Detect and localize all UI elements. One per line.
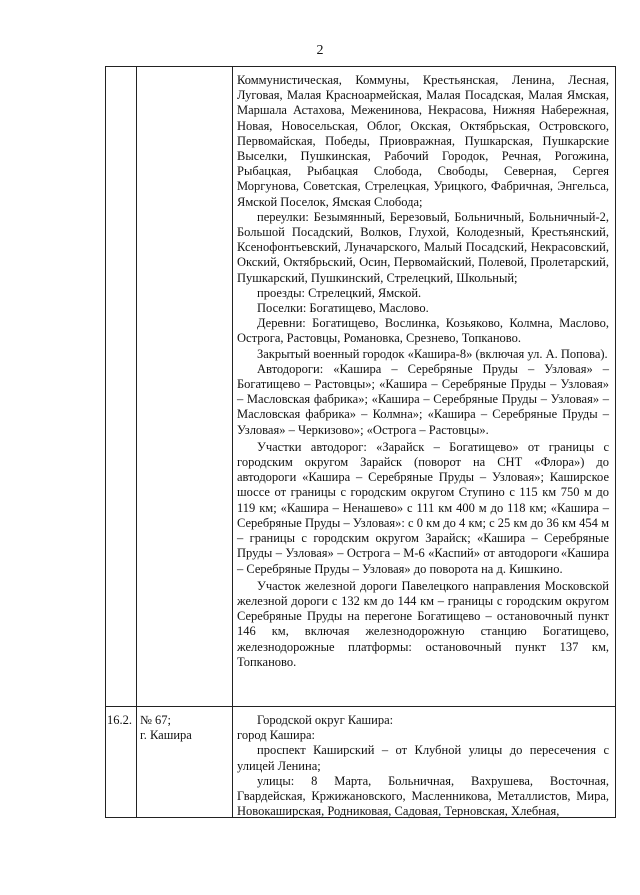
row1-military-town: Закрытый военный городок «Кашира-8» (включая ул. А. Попова). — [257, 346, 608, 361]
row1-streets: Коммунистическая, Коммуны, Крестьянская, Ленина, Лесная, Луговая, Малая Красноармейская, Малая Посадская, Малая Ямская, Маршала Астахова, Меженинова, Некрасова, Нижняя Набережная, Новая, Новосельская, Облог, Окская, Октябрьская, Островского, Первомайская, Победы, Приовражная, Пушкарская, Пушкарские Выселки, Пушкинская, Рабочий Городок, Речная, Рогожина, Рыбацкая, Рыбацкая Слобода, Свободы, Северная, Сергея Моргунова, Советская, Стрелецкая, Урицкого, Фабричная, Энгельса, Ямской Поселок, Ямская Слобода; — [237, 73, 609, 209]
row2-district — [140, 713, 192, 743]
row1-settlements: Поселки: Богатищево, Маслово. — [257, 301, 429, 316]
row-divider — [105, 706, 615, 707]
row2-avenue: проспект Каширский – от Клубной улицы до пересечения с улицей Ленина; — [237, 743, 609, 773]
row2-district-number: № 67; — [140, 713, 172, 727]
page-number: 2 — [316, 43, 324, 58]
row1-passages: проезды: Стрелецкий, Ямской. — [257, 285, 422, 300]
row1-railway-section: Участок железной дороги Павелецкого направления Московской железной дороги с 132 км до 144 км – границы с городским округом Серебряные Пруды на перегоне Богатищево – остановочный пункт 146 км, включая железнодорожную станцию Богатищево, железнодорожные платформы: остановочный пункт 137 км, Топканово. — [237, 578, 609, 669]
row1-description — [237, 73, 609, 670]
row1-villages: Деревни: Богатищево, Вослинка, Козьяково, Колмна, Маслово, Острога, Растовцы, Романовка, Срезнево, Топканово. — [237, 316, 609, 346]
row2-description — [237, 713, 609, 819]
row1-highways: Автодороги: «Кашира – Серебряные Пруды – Узловая» – Богатищево – Растовцы»; «Кашира – Серебряные Пруды – Узловая» – Масловская фабрика»; «Кашира – Серебряные Пруды – Узловая» – Масловская фабрика» – Колмна»; «Кашира – Серебряные Пруды – Узловая» – Черкизово»; «Острога – Растовцы». — [237, 361, 609, 437]
row2-streets: улицы: 8 Марта, Больничная, Вахрушева, Восточная, Гвардейская, Кржижановского, Масленникова, Металлистов, Мира, Новокаширская, Родниковая, Садовая, Терновская, Хлебная, — [237, 773, 609, 819]
row2-number: 16.2. — [107, 713, 132, 727]
row2-city: город Кашира: — [237, 728, 315, 743]
row2-district-city: г. Кашира — [140, 728, 192, 743]
table-right-border — [615, 66, 616, 818]
row2-urban-district: Городской округ Кашира: — [257, 713, 394, 727]
row1-lanes: переулки: Безымянный, Березовый, Больничный, Больничный-2, Большой Посадский, Волков, Глухой, Колодезный, Крестьянский, Ксенофонтьевский, Луначарского, Малый Посадский, Некрасовский, Окский, Октябрьский, Осин, Первомайский, Полевой, Пролетарский, Пушкарский, Пушкинский, Стрелецкий, Школьный; — [237, 209, 609, 285]
table-top-border — [105, 66, 615, 67]
row1-highway-sections: Участки автодорог: «Зарайск – Богатищево» от границы с городским округом Зарайск (поворот на СНТ «Флора») до автодороги «Кашира – Серебряные Пруды – Узловая»; Каширское шоссе от границы с городским округом Ступино с 115 км 750 м до 119 км; «Кашира – Ненашево» с 111 км 400 м до 118 км; «Кашира – Серебряные Пруды – Узловая»: с 0 км до 4 км; с 25 км до 36 км 454 м – границы с городским округом Зарайск; «Кашира – Серебряные Пруды – Узловая» – Острога – М-6 «Каспий» от автодороги «Кашира – Серебряные Пруды – Узловая» до поворота на д. Кишкино. — [237, 439, 609, 576]
